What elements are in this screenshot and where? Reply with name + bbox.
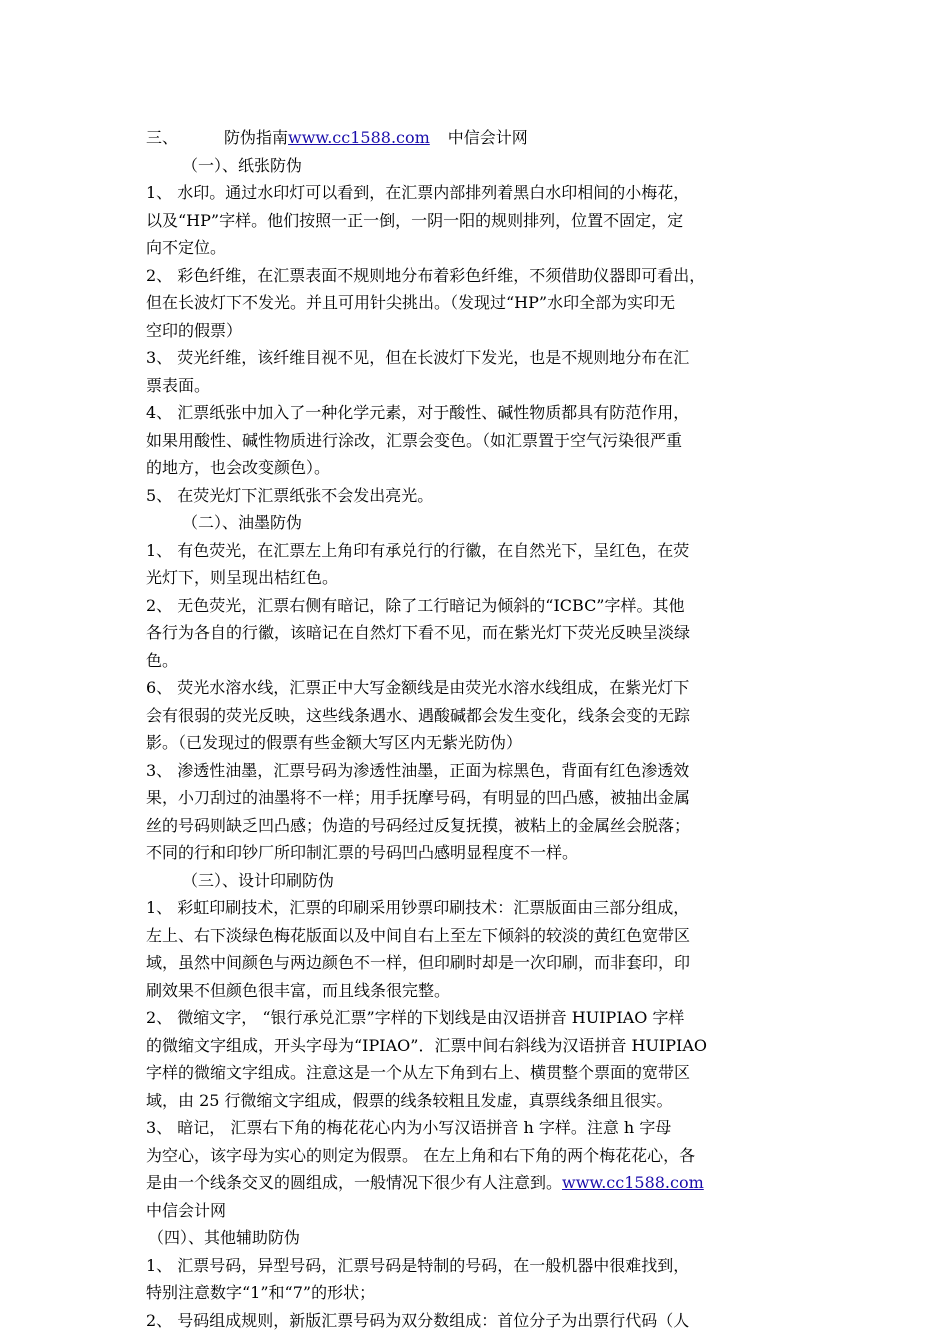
text-line: 3、 荧光纤维，该纤维目视不见，但在长波灯下发光，也是不规则地分布在汇 (146, 348, 690, 367)
section-paragraphs (146, 537, 808, 867)
heading-link[interactable]: www.cc1588.com (288, 128, 430, 147)
text-line: 丝的号码则缺乏凹凸感；伪造的号码经过反复抚摸，被粘上的金属丝会脱落； (146, 815, 691, 835)
text-line: 1、 水印。通过水印灯可以看到，在汇票内部排列着黑白水印相间的小梅花， (146, 183, 690, 202)
text-line: 影。（已发现过的假票有些金额大写区内无紫光防伪） (146, 733, 523, 752)
text-line: 左上、右下淡绿色梅花版面以及中间自右上至左下倾斜的较淡的黄红色宽带区 (146, 925, 691, 945)
section-title: （三）、设计印刷防伪 (182, 870, 335, 890)
text-line: 3、 暗记， 汇票右下角的梅花花心内为小写汉语拼音 h 字样。注意 h 字母 (146, 1118, 672, 1137)
text-line: 3、 渗透性油墨，汇票号码为渗透性油墨，正面为棕黑色，背面有红色渗透效 (146, 760, 690, 780)
text-line: 4、 汇票纸张中加入了一种化学元素，对于酸性、碱性物质都具有防范作用， (146, 403, 690, 422)
chapter-heading (146, 124, 808, 152)
text-line: 1、 彩虹印刷技术，汇票的印刷采用钞票印刷技术：汇票版面由三部分组成， (146, 898, 690, 917)
text-line: 不同的行和印钞厂所印制汇票的号码凹凸感明显程度不一样。 (146, 843, 579, 862)
document-body (146, 124, 808, 1334)
text-line: 特别注意数字“1”和“7”的形状； (146, 1283, 376, 1302)
text-line: 会有很弱的荧光反映，这些线条遇水、遇酸碱都会发生变化，线条会变的无踪 (146, 705, 691, 725)
text-line: 色。 (146, 650, 179, 670)
text-line: 2、 微缩文字， “银行承兑汇票”字样的下划线是由汉语拼音 HUIPIAO 字样 (146, 1008, 685, 1027)
text-line: 字样的微缩文字组成。注意这是一个从左下角到右上、横贯整个票面的宽带区 (146, 1063, 691, 1082)
site-name: 中信会计网 (146, 1200, 227, 1220)
text-line: 2、 彩色纤维，在汇票表面不规则地分布着彩色纤维，不须借助仪器即可看出， (146, 265, 706, 285)
text-line: 5、 在荧光灯下汇票纸张不会发出亮光。 (146, 485, 434, 505)
section-paragraphs (146, 1252, 808, 1335)
text-line: 向不定位。 (146, 238, 227, 257)
text-line: 2、 号码组成规则，新版汇票号码为双分数组成：首位分子为出票行代码（人 (146, 1310, 690, 1330)
text-line: 以及“HP”字样。他们按照一正一倒，一阴一阳的规则排列，位置不固定，定 (146, 210, 684, 230)
text-line: 域，由 25 行微缩文字组成，假票的线条较粗且发虚，真票线条细且很实。 (146, 1090, 673, 1110)
text-line: 1、 有色荧光，在汇票左上角印有承兑行的行徽，在自然光下，呈红色，在荧 (146, 540, 690, 560)
text-line: 的地方，也会改变颜色）。 (146, 458, 331, 477)
text-line: 各行为各自的行徽，该暗记在自然灯下看不见，而在紫光灯下荧光反映呈淡绿 (146, 623, 691, 642)
text-line: 但在长波灯下不发光。并且可用针尖挑出。（发现过“HP”水印全部为实印无 (146, 293, 676, 312)
text-line: 1、 汇票号码，异型号码，汇票号码是特制的号码，在一般机器中很难找到， (146, 1255, 690, 1275)
section-paragraphs (146, 179, 808, 509)
text-line: 刷效果不但颜色很丰富，而且线条很完整。 (146, 980, 451, 1000)
text-line: 光灯下，则呈现出桔红色。 (146, 568, 339, 587)
text-line: 为空心，该字母为实心的则定为假票。 在左上角和右下角的两个梅花花心，各 (146, 1145, 696, 1165)
text-line: 域，虽然中间颜色与两边颜色不一样，但印刷时却是一次印刷，而非套印，印 (146, 953, 691, 972)
text-line-with-link (146, 1169, 808, 1197)
section-paragraphs (146, 894, 808, 1224)
text-line: 果，小刀刮过的油墨将不一样；用手抚摩号码，有明显的凹凸感，被抽出金属 (146, 788, 691, 807)
heading-site: 中信会计网 (447, 128, 528, 147)
text-line: 如果用酸性、碱性物质进行涂改，汇票会变色。（如汇票置于空气污染很严重 (146, 430, 683, 450)
text-line: 2、 无色荧光，汇票右侧有暗记，除了工行暗记为倾斜的“ICBC”字样。其他 (146, 595, 685, 615)
inline-link[interactable]: www.cc1588.com (562, 1173, 704, 1192)
section-title: （一）、纸张防伪 (182, 155, 303, 175)
section-title: （二）、油墨防伪 (182, 513, 303, 532)
text-line: 票表面。 (146, 375, 211, 395)
section-title: （四）、其他辅助防伪 (148, 1228, 301, 1247)
text-line: 6、 荧光水溶水线，汇票正中大写金额线是由荧光水溶水线组成，在紫光灯下 (146, 678, 690, 697)
heading-title: 防伪指南 (224, 128, 289, 147)
text-line: 空印的假票） (146, 320, 243, 340)
text-fragment: 是由一个线条交叉的圆组成，一般情况下很少有人注意到。 (146, 1173, 563, 1192)
heading-prefix: 三、 (146, 128, 179, 147)
text-line: 的微缩文字组成，开头字母为“IPIAO”．汇票中间右斜线为汉语拼音 HUIPIAO (146, 1035, 708, 1055)
